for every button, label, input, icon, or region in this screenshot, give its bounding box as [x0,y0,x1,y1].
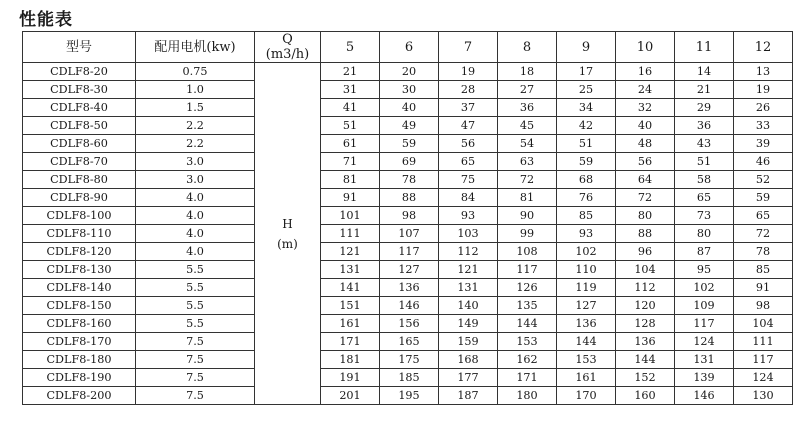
head-value-cell: 90 [498,207,557,225]
model-cell: CDLF8-190 [23,369,136,387]
head-value-cell: 201 [321,387,380,405]
header-flow-value: 10 [616,32,675,63]
head-value-cell: 28 [439,81,498,99]
table-row [23,189,793,207]
head-value-cell: 80 [616,207,675,225]
head-unit: (m) [277,236,298,251]
motor-cell: 3.0 [136,171,255,189]
head-value-cell: 88 [616,225,675,243]
head-value-cell: 33 [734,117,793,135]
table-row [23,117,793,135]
model-cell: CDLF8-120 [23,243,136,261]
head-value-cell: 187 [439,387,498,405]
table-body [23,32,793,405]
head-value-cell: 120 [616,297,675,315]
head-value-cell: 93 [439,207,498,225]
head-value-cell: 91 [321,189,380,207]
table-row [23,333,793,351]
model-cell: CDLF8-100 [23,207,136,225]
head-value-cell: 165 [380,333,439,351]
head-value-cell: 43 [675,135,734,153]
head-value-cell: 48 [616,135,675,153]
motor-cell: 5.5 [136,279,255,297]
motor-cell: 3.0 [136,153,255,171]
head-value-cell: 69 [380,153,439,171]
head-value-cell: 107 [380,225,439,243]
head-value-cell: 162 [498,351,557,369]
head-value-cell: 68 [557,171,616,189]
head-value-cell: 112 [439,243,498,261]
model-cell: CDLF8-140 [23,279,136,297]
header-motor: 配用电机(kw) [136,32,255,63]
head-value-cell: 160 [616,387,675,405]
head-value-cell: 85 [557,207,616,225]
motor-cell: 1.5 [136,99,255,117]
head-value-cell: 136 [616,333,675,351]
header-flow-value: 11 [675,32,734,63]
head-label: H [282,216,293,231]
head-value-cell: 52 [734,171,793,189]
head-value-cell: 26 [734,99,793,117]
head-value-cell: 168 [439,351,498,369]
header-flow-value: 12 [734,32,793,63]
head-value-cell: 144 [557,333,616,351]
head-value-cell: 124 [734,369,793,387]
head-value-cell: 56 [439,135,498,153]
head-value-cell: 131 [321,261,380,279]
head-value-cell: 27 [498,81,557,99]
head-value-cell: 124 [675,333,734,351]
table-row [23,81,793,99]
header-model: 型号 [23,32,136,63]
model-cell: CDLF8-160 [23,315,136,333]
table-row [23,369,793,387]
head-value-cell: 19 [734,81,793,99]
head-value-cell: 111 [734,333,793,351]
motor-cell: 4.0 [136,207,255,225]
head-value-cell: 195 [380,387,439,405]
head-value-cell: 78 [380,171,439,189]
head-value-cell: 56 [616,153,675,171]
head-value-cell: 25 [557,81,616,99]
head-value-cell: 59 [557,153,616,171]
model-cell: CDLF8-170 [23,333,136,351]
header-flow [255,32,321,63]
model-cell: CDLF8-130 [23,261,136,279]
motor-cell: 5.5 [136,297,255,315]
performance-table [22,31,793,405]
header-row [23,32,793,63]
head-value-cell: 181 [321,351,380,369]
head-value-cell: 171 [498,369,557,387]
model-cell: CDLF8-20 [23,63,136,81]
head-value-cell: 127 [557,297,616,315]
head-value-cell: 80 [675,225,734,243]
head-value-cell: 19 [439,63,498,81]
head-value-cell: 37 [439,99,498,117]
head-value-cell: 104 [734,315,793,333]
head-value-cell: 87 [675,243,734,261]
head-value-cell: 45 [498,117,557,135]
motor-cell: 4.0 [136,225,255,243]
head-value-cell: 191 [321,369,380,387]
head-value-cell: 128 [616,315,675,333]
head-value-cell: 30 [380,81,439,99]
head-value-cell: 14 [675,63,734,81]
head-value-cell: 136 [380,279,439,297]
head-value-cell: 17 [557,63,616,81]
head-value-cell: 40 [380,99,439,117]
motor-cell: 7.5 [136,333,255,351]
head-value-cell: 18 [498,63,557,81]
head-value-cell: 59 [734,189,793,207]
head-value-cell: 96 [616,243,675,261]
head-value-cell: 24 [616,81,675,99]
head-value-cell: 65 [439,153,498,171]
table-row [23,243,793,261]
head-value-cell: 51 [557,135,616,153]
table-row [23,279,793,297]
motor-cell: 7.5 [136,387,255,405]
motor-cell: 7.5 [136,369,255,387]
head-value-cell: 101 [321,207,380,225]
head-value-cell: 73 [675,207,734,225]
head-value-cell: 109 [675,297,734,315]
head-value-cell: 31 [321,81,380,99]
header-flow-value: 8 [498,32,557,63]
motor-cell: 0.75 [136,63,255,81]
head-value-cell: 139 [675,369,734,387]
model-cell: CDLF8-80 [23,171,136,189]
motor-cell: 4.0 [136,189,255,207]
head-value-cell: 130 [734,387,793,405]
head-value-cell: 36 [675,117,734,135]
head-value-cell: 64 [616,171,675,189]
table-row [23,135,793,153]
model-cell: CDLF8-200 [23,387,136,405]
head-value-cell: 110 [557,261,616,279]
head-value-cell: 119 [557,279,616,297]
head-value-cell: 117 [498,261,557,279]
motor-cell: 2.2 [136,117,255,135]
head-value-cell: 126 [498,279,557,297]
motor-cell: 5.5 [136,315,255,333]
head-value-cell: 75 [439,171,498,189]
head-value-cell: 102 [557,243,616,261]
head-value-cell: 151 [321,297,380,315]
model-cell: CDLF8-30 [23,81,136,99]
head-value-cell: 32 [616,99,675,117]
head-value-cell: 121 [321,243,380,261]
head-value-cell: 95 [675,261,734,279]
head-value-cell: 131 [675,351,734,369]
head-value-cell: 98 [380,207,439,225]
header-flow-value: 9 [557,32,616,63]
head-value-cell: 117 [380,243,439,261]
head-value-cell: 93 [557,225,616,243]
head-value-cell: 144 [616,351,675,369]
head-value-cell: 81 [498,189,557,207]
head-value-cell: 112 [616,279,675,297]
head-value-cell: 91 [734,279,793,297]
head-value-cell: 153 [557,351,616,369]
head-value-cell: 88 [380,189,439,207]
table-row [23,207,793,225]
motor-cell: 2.2 [136,135,255,153]
head-value-cell: 61 [321,135,380,153]
head-value-cell: 72 [616,189,675,207]
head-value-cell: 146 [675,387,734,405]
head-value-cell: 51 [675,153,734,171]
head-value-cell: 117 [675,315,734,333]
head-value-cell: 177 [439,369,498,387]
head-value-cell: 171 [321,333,380,351]
model-cell: CDLF8-60 [23,135,136,153]
table-row [23,63,793,81]
model-cell: CDLF8-110 [23,225,136,243]
head-value-cell: 127 [380,261,439,279]
motor-cell: 4.0 [136,243,255,261]
table-row [23,387,793,405]
head-value-cell: 51 [321,117,380,135]
model-cell: CDLF8-150 [23,297,136,315]
head-value-cell: 152 [616,369,675,387]
head-value-cell: 99 [498,225,557,243]
head-value-cell: 71 [321,153,380,171]
head-value-cell: 58 [675,171,734,189]
head-label-cell [255,63,321,405]
motor-cell: 7.5 [136,351,255,369]
head-value-cell: 72 [734,225,793,243]
head-value-cell: 59 [380,135,439,153]
head-value-cell: 42 [557,117,616,135]
head-value-cell: 102 [675,279,734,297]
head-value-cell: 84 [439,189,498,207]
head-value-cell: 85 [734,261,793,279]
table-row [23,171,793,189]
model-cell: CDLF8-90 [23,189,136,207]
model-cell: CDLF8-180 [23,351,136,369]
head-value-cell: 117 [734,351,793,369]
table-row [23,261,793,279]
model-cell: CDLF8-50 [23,117,136,135]
head-value-cell: 54 [498,135,557,153]
head-value-cell: 135 [498,297,557,315]
head-value-cell: 161 [321,315,380,333]
head-value-cell: 46 [734,153,793,171]
head-value-cell: 13 [734,63,793,81]
flow-label: Q [282,32,293,47]
header-flow-value: 7 [439,32,498,63]
head-value-cell: 144 [498,315,557,333]
table-row [23,315,793,333]
head-value-cell: 72 [498,171,557,189]
head-value-cell: 108 [498,243,557,261]
head-value-cell: 41 [321,99,380,117]
head-value-cell: 21 [675,81,734,99]
head-value-cell: 63 [498,153,557,171]
head-value-cell: 16 [616,63,675,81]
head-value-cell: 111 [321,225,380,243]
head-value-cell: 103 [439,225,498,243]
head-value-cell: 65 [675,189,734,207]
motor-cell: 5.5 [136,261,255,279]
motor-cell: 1.0 [136,81,255,99]
head-value-cell: 20 [380,63,439,81]
head-value-cell: 161 [557,369,616,387]
head-value-cell: 136 [557,315,616,333]
flow-unit: (m3/h) [265,47,310,62]
page-title: 性能表 [19,10,73,30]
head-value-cell: 185 [380,369,439,387]
head-value-cell: 21 [321,63,380,81]
head-value-cell: 29 [675,99,734,117]
model-cell: CDLF8-40 [23,99,136,117]
head-value-cell: 76 [557,189,616,207]
head-value-cell: 131 [439,279,498,297]
head-value-cell: 40 [616,117,675,135]
head-value-cell: 153 [498,333,557,351]
head-value-cell: 175 [380,351,439,369]
table-row [23,99,793,117]
head-value-cell: 156 [380,315,439,333]
head-value-cell: 170 [557,387,616,405]
head-value-cell: 78 [734,243,793,261]
header-flow-value: 6 [380,32,439,63]
head-value-cell: 140 [439,297,498,315]
head-value-cell: 65 [734,207,793,225]
header-flow-value: 5 [321,32,380,63]
table-row [23,297,793,315]
table-row [23,225,793,243]
head-value-cell: 98 [734,297,793,315]
table-row [23,351,793,369]
head-value-cell: 141 [321,279,380,297]
head-value-cell: 146 [380,297,439,315]
head-value-cell: 49 [380,117,439,135]
head-value-cell: 47 [439,117,498,135]
head-value-cell: 36 [498,99,557,117]
head-value-cell: 121 [439,261,498,279]
head-value-cell: 149 [439,315,498,333]
head-value-cell: 34 [557,99,616,117]
head-value-cell: 159 [439,333,498,351]
head-value-cell: 180 [498,387,557,405]
model-cell: CDLF8-70 [23,153,136,171]
head-value-cell: 39 [734,135,793,153]
head-value-cell: 81 [321,171,380,189]
table-row [23,153,793,171]
head-value-cell: 104 [616,261,675,279]
